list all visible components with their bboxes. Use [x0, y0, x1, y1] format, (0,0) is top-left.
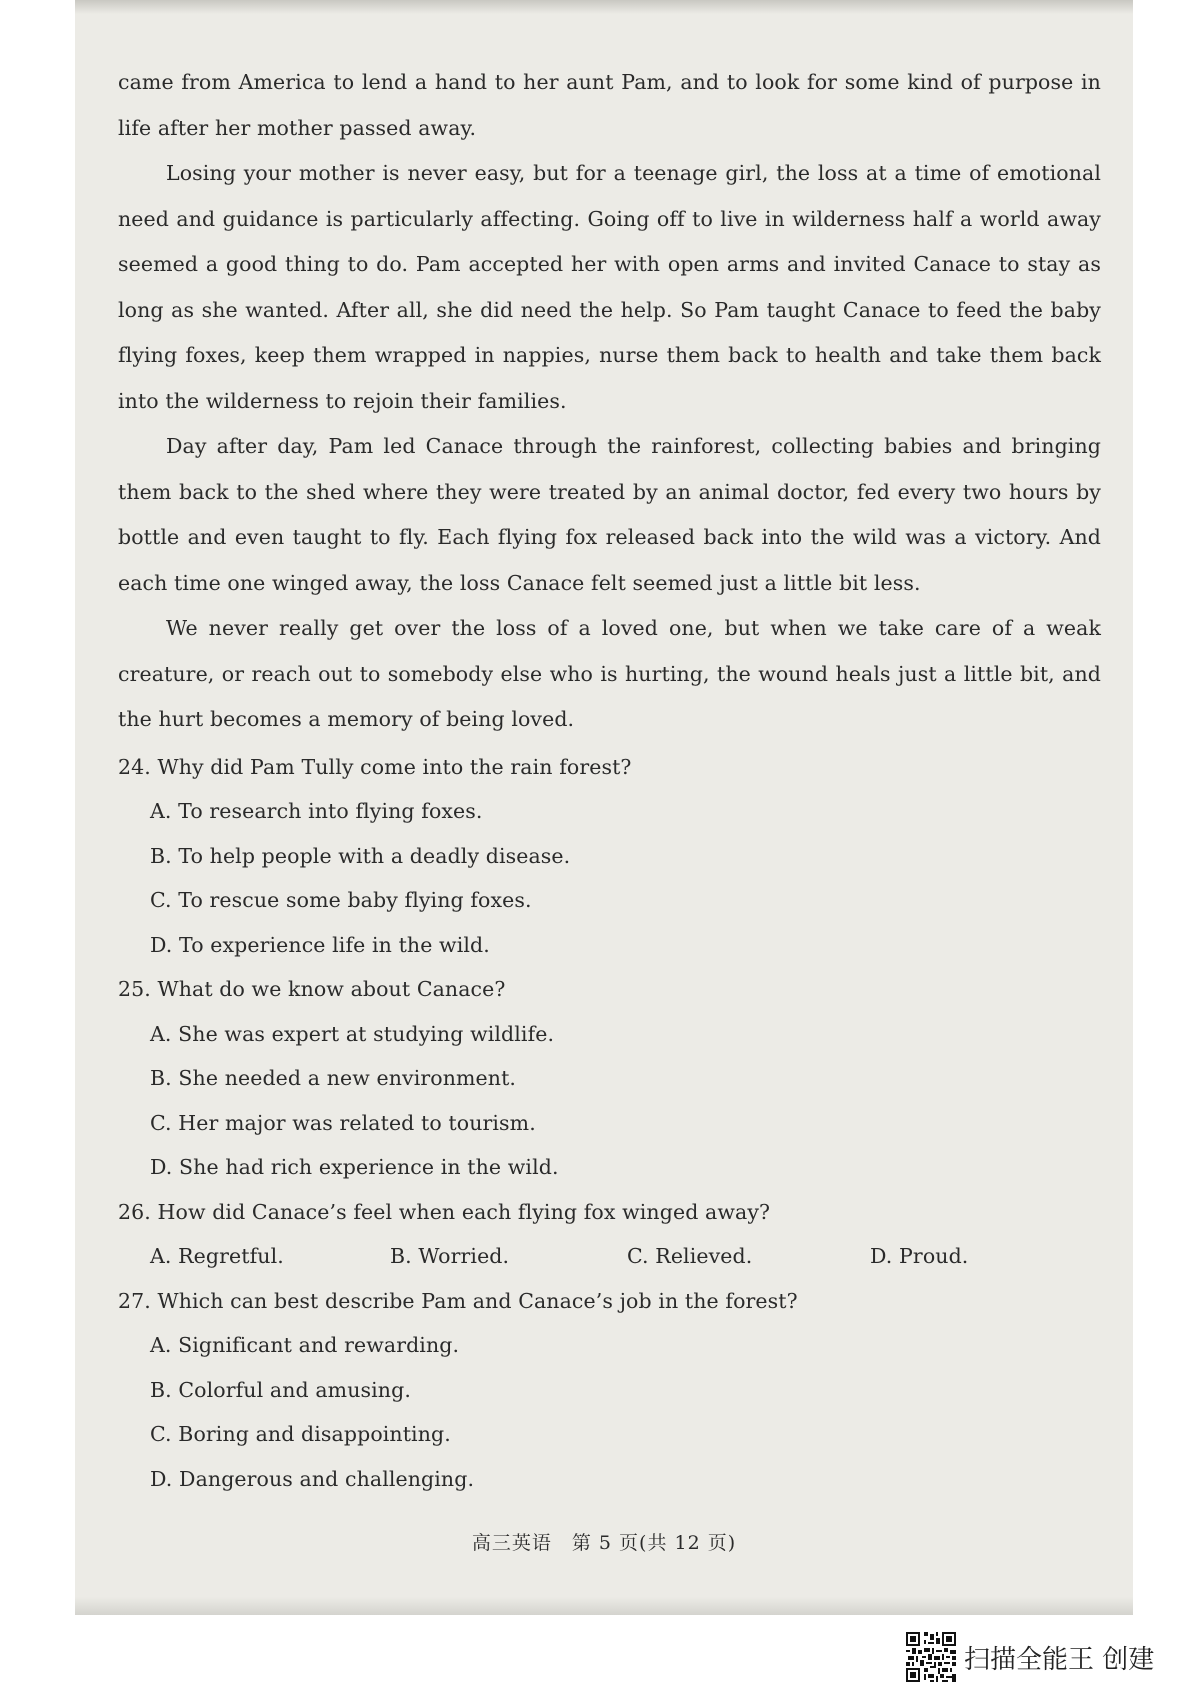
option-d: D. Proud.	[870, 1244, 969, 1268]
option-b: B. She needed a new environment.	[150, 1066, 517, 1090]
option-d: D. She had rich experience in the wild.	[150, 1155, 559, 1179]
question-26	[118, 1190, 1101, 1279]
passage-paragraph-4: We never really get over the loss of a loved one, but when we take care of a weak creature, or reach out to somebody else who is hurting, the wound heals just a little bit, and the hurt becomes a memory of being loved.	[118, 616, 1101, 731]
page-content	[118, 60, 1101, 1501]
question-stem: 24. Why did Pam Tully come into the rain forest?	[118, 754, 632, 779]
option-c: C. Boring and disappointing.	[150, 1422, 451, 1446]
option-a: A. She was expert at studying wildlife.	[150, 1021, 555, 1046]
scanned-page	[75, 0, 1133, 1615]
question-stem: 27. Which can best describe Pam and Canace’s job in the forest?	[118, 1288, 798, 1313]
question-25	[118, 967, 1101, 1190]
option-d: D. Dangerous and challenging.	[150, 1466, 475, 1491]
option-d: D. To experience life in the wild.	[150, 932, 490, 957]
watermark-text: 扫描全能王 创建	[964, 1644, 1155, 1675]
option-a: A. Significant and rewarding.	[150, 1333, 460, 1357]
option-c: C. Her major was related to tourism.	[150, 1110, 536, 1135]
option-b: B. To help people with a deadly disease.	[150, 843, 571, 868]
option-a: A. To research into flying foxes.	[150, 799, 483, 823]
passage-paragraph-1: came from America to lend a hand to her aunt Pam, and to look for some kind of purpose in life after her mother passed away.	[118, 70, 1101, 140]
option-b: B. Worried.	[390, 1244, 510, 1268]
question-27	[118, 1279, 1101, 1502]
page-footer: 高三英语 第 5 页(共 12 页)	[471, 1532, 737, 1554]
question-stem: 26. How did Canace’s feel when each flying fox winged away?	[118, 1199, 771, 1224]
options-row	[118, 1234, 1101, 1279]
scanner-watermark	[906, 1632, 1154, 1682]
option-c: C. Relieved.	[627, 1244, 753, 1268]
qr-code-icon	[906, 1632, 956, 1682]
passage-paragraph-3: Day after day, Pam led Canace through the rainforest, collecting babies and bringing them back to the shed where they were treated by an animal doctor, fed every two hours by bottle and even taught to fly. Each flying fox released back into the wild was a victory. And each time one winged away, the loss Canace felt seemed just a little bit less.	[118, 434, 1101, 595]
question-stem: 25. What do we know about Canace?	[118, 977, 506, 1001]
option-b: B. Colorful and amusing.	[150, 1377, 411, 1402]
option-c: C. To rescue some baby flying foxes.	[150, 888, 532, 912]
question-24	[118, 745, 1101, 968]
passage-paragraph-2: Losing your mother is never easy, but for a teenage girl, the loss at a time of emotional need and guidance is particularly affecting. Going off to live in wilderness half a world away seemed a good thing to do. Pam accepted her with open arms and invited Canace to stay as long as she wanted. After all, she did need the help. So Pam taught Canace to feed the baby flying foxes, keep them wrapped in nappies, nurse them back to health and take them back into the wilderness to rejoin their families.	[118, 161, 1101, 413]
option-a: A. Regretful.	[150, 1244, 284, 1268]
